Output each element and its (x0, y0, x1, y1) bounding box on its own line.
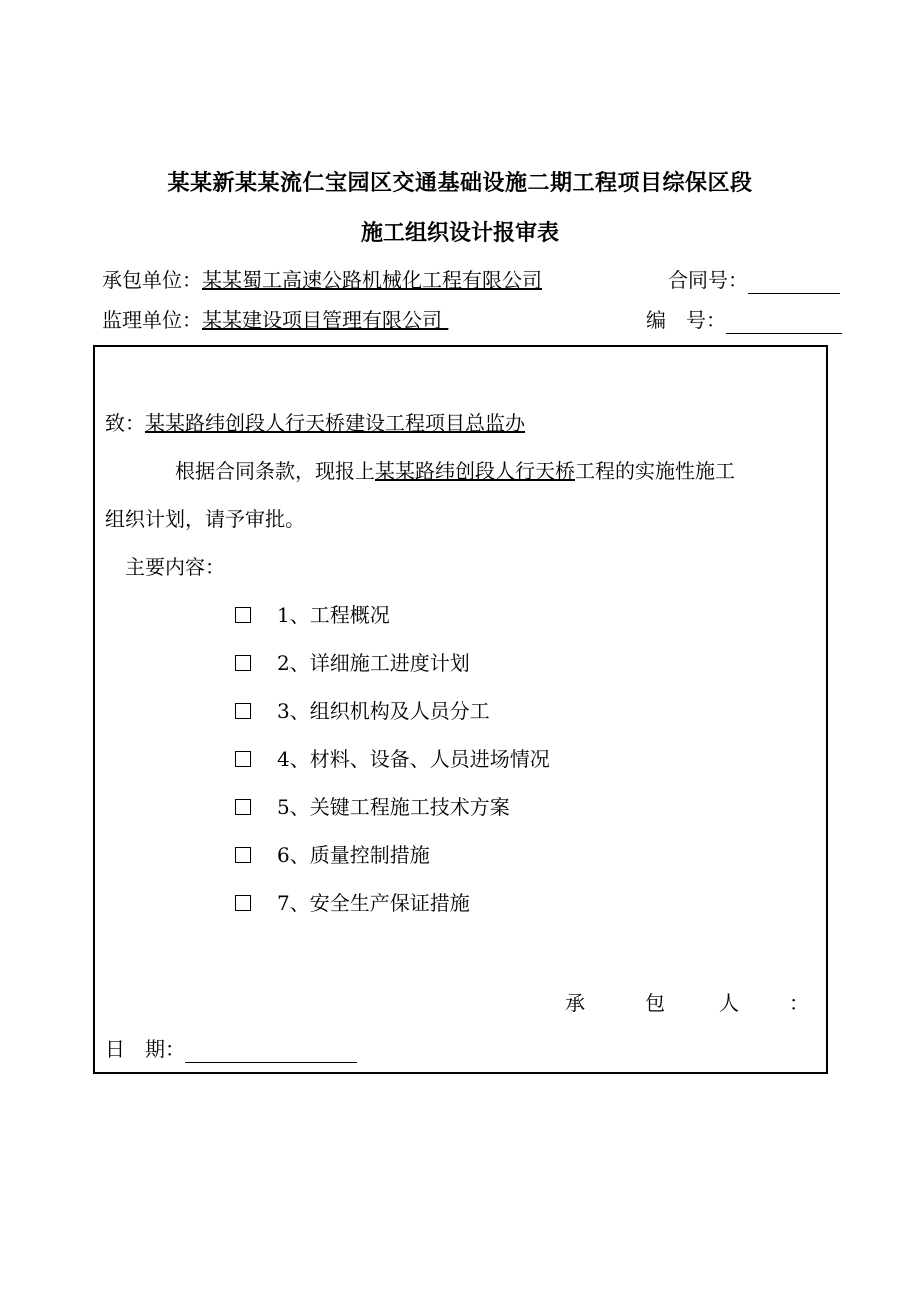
checkbox-icon[interactable] (235, 751, 251, 767)
supervisor-label: 监理单位： (102, 308, 202, 332)
checkbox-icon[interactable] (235, 895, 251, 911)
request-paragraph-line1: 根据合同条款，现报上某某路纬创段人行天桥工程的实施性施工 (175, 459, 735, 483)
checklist-item: 1、工程概况 (235, 601, 390, 629)
checklist-item: 5、关键工程施工技术方案 (235, 793, 510, 821)
contractor-value: 某某蜀工高速公路机械化工程有限公司 (202, 268, 542, 292)
checkbox-icon[interactable] (235, 607, 251, 623)
serial-no-field[interactable] (726, 311, 842, 334)
checklist-item: 7、安全生产保证措施 (235, 889, 470, 917)
recipient-line (105, 409, 525, 437)
request-paragraph-line2: 组织计划，请予审批。 (105, 507, 305, 531)
checklist-item: 3、组织机构及人员分工 (235, 697, 490, 725)
recipient-value: 某某路纬创段人行天桥建设工程项目总监办 (145, 411, 525, 435)
supervisor-value: 某某建设项目管理有限公司 (202, 308, 442, 332)
project-name: 某某路纬创段人行天桥 (375, 459, 575, 483)
contract-no-label: 合同号： (668, 268, 748, 292)
checkbox-icon[interactable] (235, 703, 251, 719)
contract-no-field[interactable] (748, 271, 840, 294)
contractor-label: 承包单位： (102, 268, 202, 292)
checkbox-icon[interactable] (235, 655, 251, 671)
contents-label: 主要内容： (125, 555, 225, 579)
checkbox-icon[interactable] (235, 799, 251, 815)
serial-no-label: 编 号： (646, 308, 726, 332)
document-title: 某某新某某流仁宝园区交通基础设施二期工程项目综保区段 (167, 170, 753, 196)
date-label: 日 期： (105, 1037, 185, 1061)
form-box: 致：某某路纬创段人行天桥建设工程项目总监办 根据合同条款，现报上某某路纬创段人行天桥工程的实施性施工 组织计划，请予审批。 主要内容： 1、工程概况 2、详细施工进度计划 3、组织机构及人员分工 4、材料、设备、人员进场情况 5、关键工程施工技术方案 6、质量控制措施 7、安全生产保证措施 承 包 人 ： 日 期： (93, 345, 828, 1074)
date-row (105, 1035, 357, 1063)
checklist-item: 2、详细施工进度计划 (235, 649, 470, 677)
checkbox-icon[interactable] (235, 847, 251, 863)
form-title: 施工组织设计报审表 (360, 220, 559, 246)
checklist-item: 6、质量控制措施 (235, 841, 430, 869)
date-field[interactable] (185, 1040, 357, 1063)
checklist-item: 4、材料、设备、人员进场情况 (235, 745, 550, 773)
recipient-label: 致： (105, 411, 145, 435)
